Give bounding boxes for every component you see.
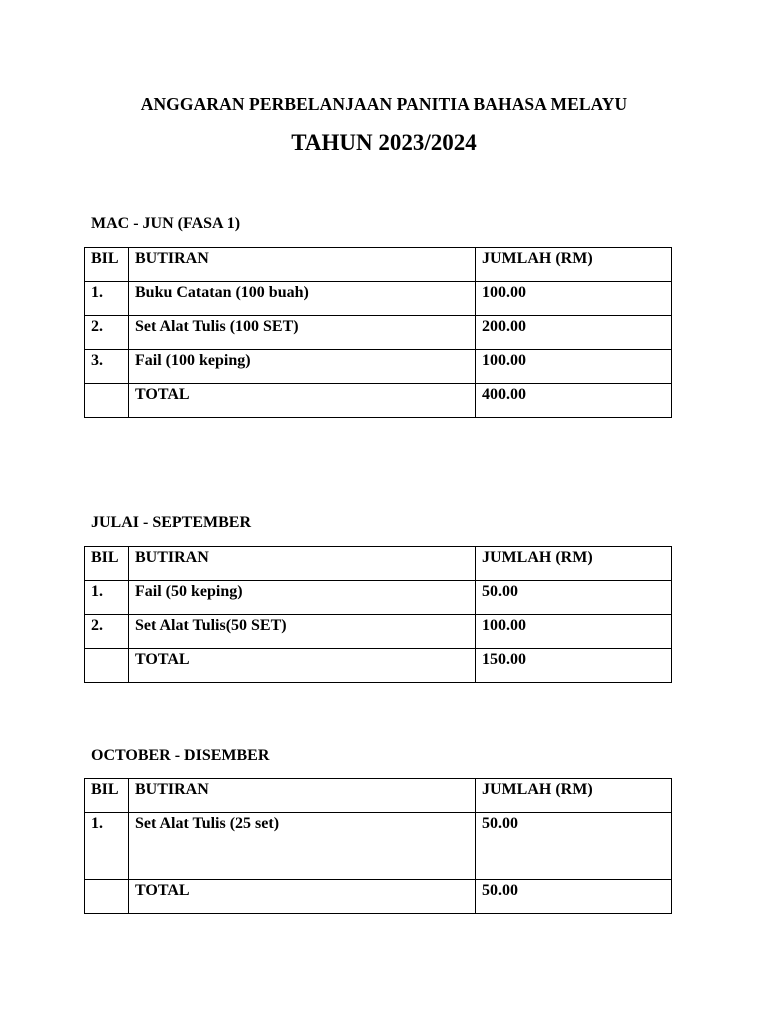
column-header-butiran: BUTIRAN [129,779,476,813]
total-value: 50.00 [476,880,672,914]
column-header-jumlah: JUMLAH (RM) [476,248,672,282]
budget-table-fasa-1 [84,247,672,418]
cell-butiran: Set Alat Tulis (100 SET) [129,316,476,350]
cell-bil-empty [85,649,129,683]
cell-butiran: Set Alat Tulis (25 set) [129,813,476,880]
table-row [85,316,672,350]
table-header-row [85,547,672,581]
cell-butiran: Fail (50 keping) [129,581,476,615]
budget-table-julai-september [84,546,672,683]
total-row [85,880,672,914]
table-header-row [85,779,672,813]
cell-bil: 3. [85,350,129,384]
total-value: 150.00 [476,649,672,683]
cell-bil: 1. [85,282,129,316]
table-row [85,350,672,384]
table-row [85,813,672,880]
cell-jumlah: 100.00 [476,282,672,316]
cell-butiran: Fail (100 keping) [129,350,476,384]
column-header-butiran: BUTIRAN [129,248,476,282]
table-header-row [85,248,672,282]
table-row [85,615,672,649]
budget-table-october-disember [84,778,672,914]
cell-jumlah: 50.00 [476,813,672,880]
total-label: TOTAL [129,880,476,914]
cell-bil: 2. [85,316,129,350]
cell-jumlah: 100.00 [476,615,672,649]
total-row [85,649,672,683]
table-row [85,282,672,316]
cell-jumlah: 200.00 [476,316,672,350]
cell-jumlah: 100.00 [476,350,672,384]
total-label: TOTAL [129,384,476,418]
table-row [85,581,672,615]
total-value: 400.00 [476,384,672,418]
total-row [85,384,672,418]
cell-butiran: Buku Catatan (100 buah) [129,282,476,316]
column-header-bil: BIL [85,248,129,282]
cell-jumlah: 50.00 [476,581,672,615]
column-header-jumlah: JUMLAH (RM) [476,779,672,813]
cell-bil: 1. [85,581,129,615]
total-label: TOTAL [129,649,476,683]
section-heading-julai-september: JULAI - SEPTEMBER [91,514,252,531]
cell-bil: 1. [85,813,129,880]
column-header-jumlah: JUMLAH (RM) [476,547,672,581]
section-heading-fasa-1: MAC - JUN (FASA 1) [91,215,241,232]
cell-bil: 2. [85,615,129,649]
cell-bil-empty [85,880,129,914]
column-header-butiran: BUTIRAN [129,547,476,581]
column-header-bil: BIL [85,547,129,581]
document-year-title: TAHUN 2023/2024 [291,130,477,155]
cell-bil-empty [85,384,129,418]
cell-butiran: Set Alat Tulis(50 SET) [129,615,476,649]
column-header-bil: BIL [85,779,129,813]
section-heading-october-disember: OCTOBER - DISEMBER [91,747,270,764]
document-title: ANGGARAN PERBELANJAAN PANITIA BAHASA MELAYU [140,94,628,114]
